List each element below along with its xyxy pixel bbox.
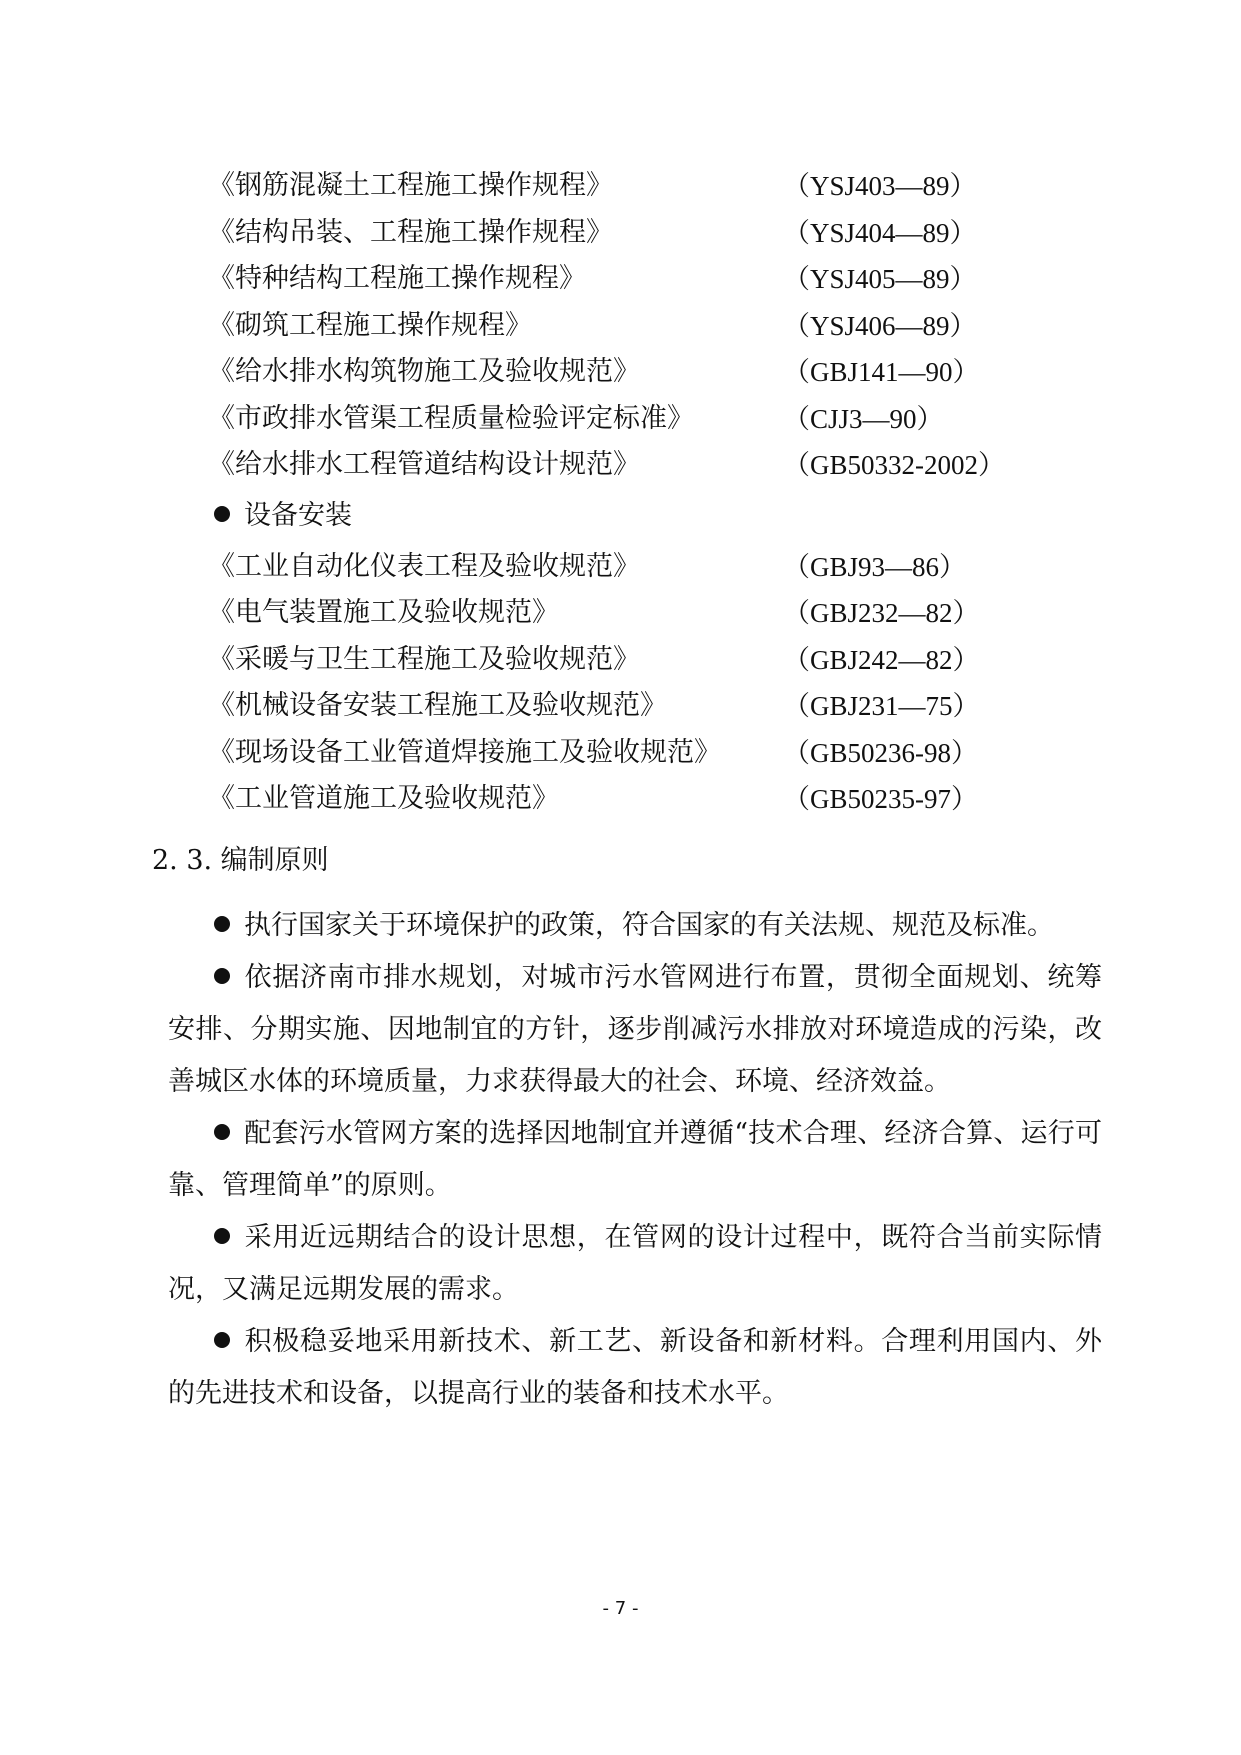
standard-title: 《砌筑工程施工操作规程》 [208,310,532,341]
standard-code: （YSJ405—89） [783,264,977,294]
principle-text: 采用近远期结合的设计思想，在管网的设计过程中，既符合当前实际情况，又满足远期发展的需求。 [168,1222,1102,1305]
standard-code: （YSJ403—89） [783,171,977,201]
standard-code: （YSJ406—89） [783,311,977,341]
principle-paragraph [168,900,1102,952]
standard-title: 《给水排水工程管道结构设计规范》 [208,449,640,480]
standard-code: （GBJ141—90） [783,357,980,387]
principle-paragraph [168,1108,1102,1212]
bullet-icon [214,506,230,522]
standard-code: （YSJ404—89） [783,218,977,248]
standard-code: （GB50332-2002） [783,450,1005,480]
standard-title: 《给水排水构筑物施工及验收规范》 [208,356,640,387]
page-number: - 7 - [602,1598,639,1619]
standard-title: 《工业自动化仪表工程及验收规范》 [208,551,640,582]
principle-paragraph [168,1316,1102,1420]
standard-title: 《电气装置施工及验收规范》 [208,597,559,628]
standard-title: 《工业管道施工及验收规范》 [208,783,559,814]
standard-title: 《采暖与卫生工程施工及验收规范》 [208,644,640,675]
standard-title: 《结构吊装、工程施工操作规程》 [208,217,613,248]
principle-text: 配套污水管网方案的选择因地制宜并遵循“技术合理、经济合算、运行可靠、管理简单”的原则。 [168,1118,1102,1201]
principle-text: 积极稳妥地采用新技术、新工艺、新设备和新材料。合理利用国内、外的先进技术和设备，以提高行业的装备和技术水平。 [168,1326,1102,1409]
principle-paragraph [168,952,1102,1108]
principle-paragraph [168,1212,1102,1316]
bullet-icon [214,1124,230,1140]
standard-title: 《机械设备安装工程施工及验收规范》 [208,690,667,721]
bullet-icon [214,916,230,932]
standard-title: 《特种结构工程施工操作规程》 [208,263,586,294]
standard-title: 《市政排水管渠工程质量检验评定标准》 [208,403,694,434]
standard-code: （CJJ3—90） [783,404,944,434]
bullet-icon [214,1228,230,1244]
section-title: 2. 3. 编制原则 [152,845,329,876]
bullet-icon [214,1332,230,1348]
equipment-heading-text: 设备安装 [244,500,352,531]
standard-code: （GB50236-98） [783,738,978,768]
principle-text: 执行国家关于环境保护的政策，符合国家的有关法规、规范及标准。 [244,910,1054,941]
standard-code: （GBJ231—75） [783,691,980,721]
equipment-heading [214,500,352,532]
standard-title: 《钢筋混凝土工程施工操作规程》 [208,170,613,201]
principle-text: 依据济南市排水规划，对城市污水管网进行布置，贯彻全面规划、统筹安排、分期实施、因地制宜的方针，逐步削减污水排放对环境造成的污染，改善城区水体的环境质量，力求获得最大的社会、环境、经济效益。 [168,962,1102,1097]
standard-code: （GBJ232—82） [783,598,980,628]
standard-code: （GB50235-97） [783,784,978,814]
standard-code: （GBJ93—86） [783,552,967,582]
standard-title: 《现场设备工业管道焊接施工及验收规范》 [208,737,721,768]
bullet-icon [214,968,230,984]
standard-code: （GBJ242—82） [783,645,980,675]
